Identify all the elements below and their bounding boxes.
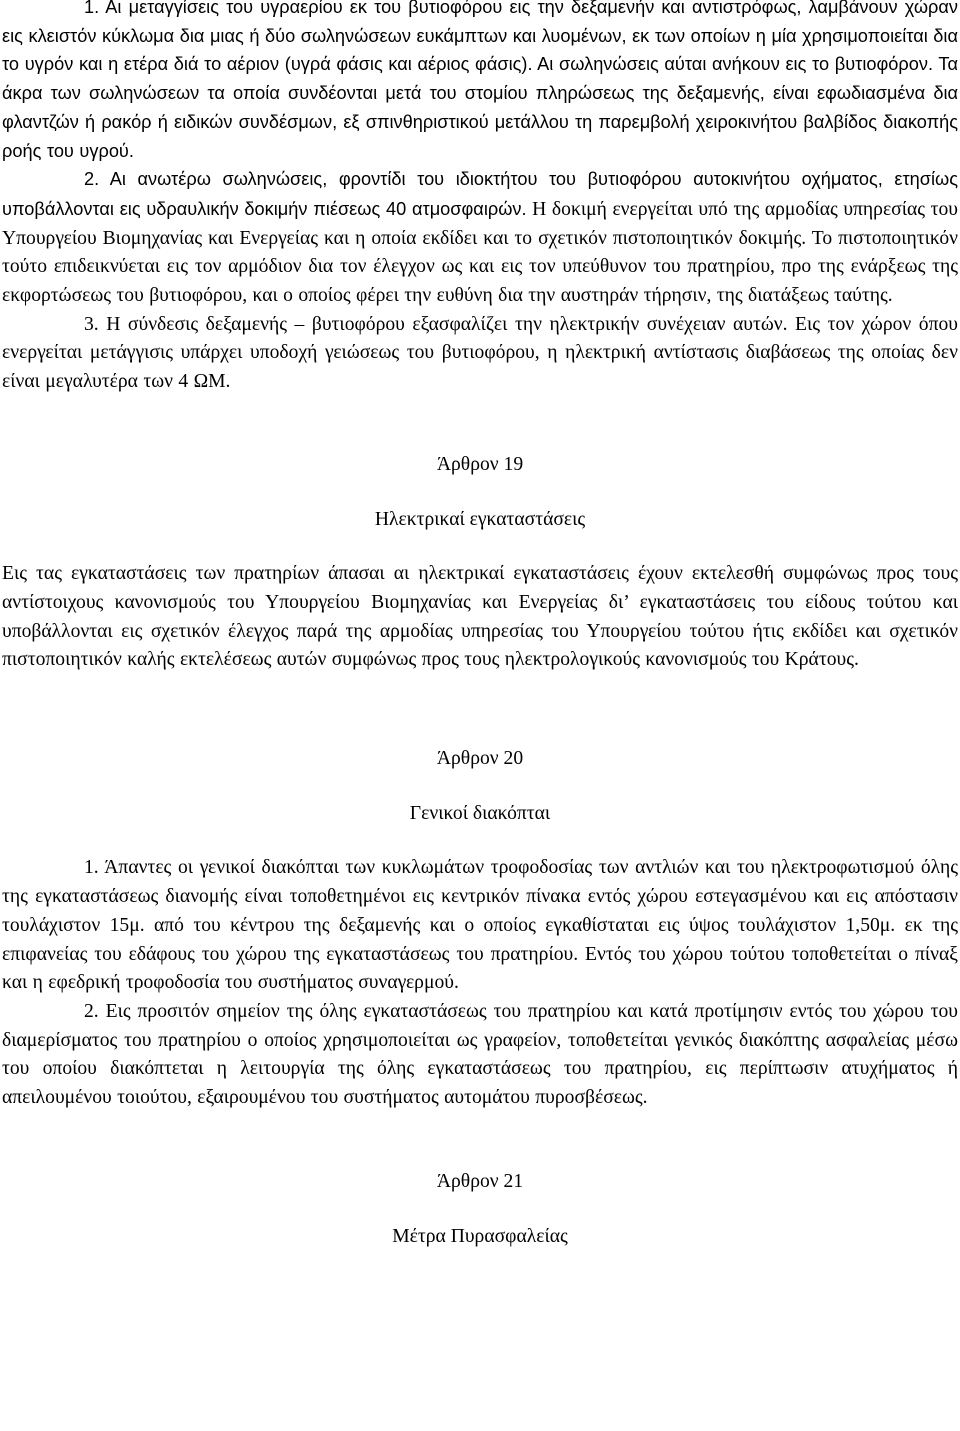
article-19-paragraph: Εις τας εγκαταστάσεις των πρατηρίων άπασαι αι ηλεκτρικαί εγκαταστάσεις έχουν εκτελεσθή συμφώνως προς τους αντίστοιχους κανονισμούς του Υπουργείου Βιομηχανίας και Ενεργείας δι’ εγκαταστάσεις του είδους τούτου και υποβάλλονται εις σχετικόν έλεγχος παρά της αρμοδίας υπηρεσίας του Υπουργείου τούτου ήτις εκδίδει και σχετικόν πιστοποιητικόν καλής εκτελέσεως αυτών συμφώνως προς τους ηλεκτρολογικούς κανονισμούς του Κράτους. [2,563,958,671]
paragraph-3: 3. Η σύνδεσις δεξαμενής – βυτιοφόρου εξασφαλίζει την ηλεκτρικήν συνέχειαν αυτών. Εις τον χώρον όπου ενεργείται μετάγγισις υπάρχει υποδοχή γειώσεως του βυτιοφόρου, η ηλεκτρική αντίστασις διαβάσεως της οποίας δεν είναι μεγαλυτέρα των 4 ΩΜ. [2,313,958,393]
article-20-paragraph-1: 1. Άπαντες οι γενικοί διακόπται των κυκλωμάτων τροφοδοσίας των αντλιών και του ηλεκτροφωτισμού όλης της εγκαταστάσεως διανομής είναι τοποθετημένοι εις κεντρικόν πίνακα εντός χώρου εστεγασμένου και εις απόστασιν τουλάχιστον 15μ. από του κέντρου της δεξαμενής και ο οποίος εγκαθίσταται εις ύψος τουλάχιστον 1,50μ. εκ της επιφανείας του εδάφους του χώρου της εγκαταστάσεως του πρατηρίου. Εντός του χώρου τούτου τοποθετείται ο πίναξ και η εφεδρική τροφοδοσία του συστήματος συναγερμού. [2,857,958,994]
paragraph-1: 1. Αι μεταγγίσεις του υγραερίου εκ του βυτιοφόρου εις την δεξαμενήν και αντιστρόφως, λαμβάνουν χώραν εις κλειστόν κύκλωμα δια μιας ή δύο σωληνώσεων ευκάμπτων και λυομένων, εκ των οποίων η μία χρησιμοποιείται δια το υγρόν και η ετέρα διά το αέριον (υγρά φάσις και αέριος φάσις). Αι σωληνώσεις αύται ανήκουν εις το βυτιοφόρον. Τα άκρα των σωληνώσεων τα οποία συνδέονται μετά του στομίου πληρώσεως της δεξαμενής, είναι εφωδιασμένα δια φλαντζών ή ρακόρ ή ειδικών συνδέσμων, εξ σπινθηριστικού μετάλλου τη παρεμβολή χειροκινήτου βαλβίδος διακοπής ροής του υγρού. [2,0,958,161]
article-19-title: Ηλεκτρικαί εγκαταστάσεις [374,508,586,530]
paragraph-2 [2,165,958,311]
article-21-number: Άρθρον 21 [436,1170,524,1192]
article-20-paragraph-2: 2. Εις προσιτόν σημείον της όλης εγκαταστάσεως του πρατηρίου και κατά προτίμησιν εντός του χώρου του διαμερίσματος του πρατηρίου ο οποίος χρησιμοποιείται ως γραφείον, τοποθετείται γενικός διακόπτης ασφαλείας μέσω του οποίου διακόπτεται η λειτουργία της όλης εγκαταστάσεως του πρατηρίου, εις περίπτωσιν ατυχήματος ή απειλουμένου τοιούτου, εξαιρουμένου του συστήματος αυτομάτου πυροσβέσεως. [2,1000,958,1109]
article-19-number: Άρθρον 19 [436,453,524,475]
article-21-title: Μέτρα Πυρασφαλείας [392,1225,568,1247]
article-20-title: Γενικοί διακόπται [409,802,551,824]
paragraph-2-first-sentence: 2. Αι ανωτέρω σωληνώσεις, φροντίδι του ιδιοκτήτου του βυτιοφόρου αυτοκινήτου οχήματος, ετησίως υποβάλλονται εις υδραυλικήν δοκιμήν πιέσεως 40 ατμοσφαιρών. [2,169,958,219]
paragraph-2-rest: Η δοκιμή ενεργείται υπό της αρμοδίας υπηρεσίας του Υπουργείου Βιομηχανίας και Ενεργείας και η οποία εκδίδει και το σχετικόν πιστοποιητικόν δοκιμής. Το πιστοποιητικόν τούτο επιδεικνύεται εις τον αρμόδιον δια τον έλεγχον ως και εις τον υπεύθυνον του πρατηρίου, προ της ενάρξεως της εκφορτώσεως του βυτιοφόρου, και ο οποίος φέρει την ευθύνη δια την αυστηράν τήρησιν, της διατάξεως ταύτης. [2,198,959,307]
article-20-number: Άρθρον 20 [436,748,524,770]
